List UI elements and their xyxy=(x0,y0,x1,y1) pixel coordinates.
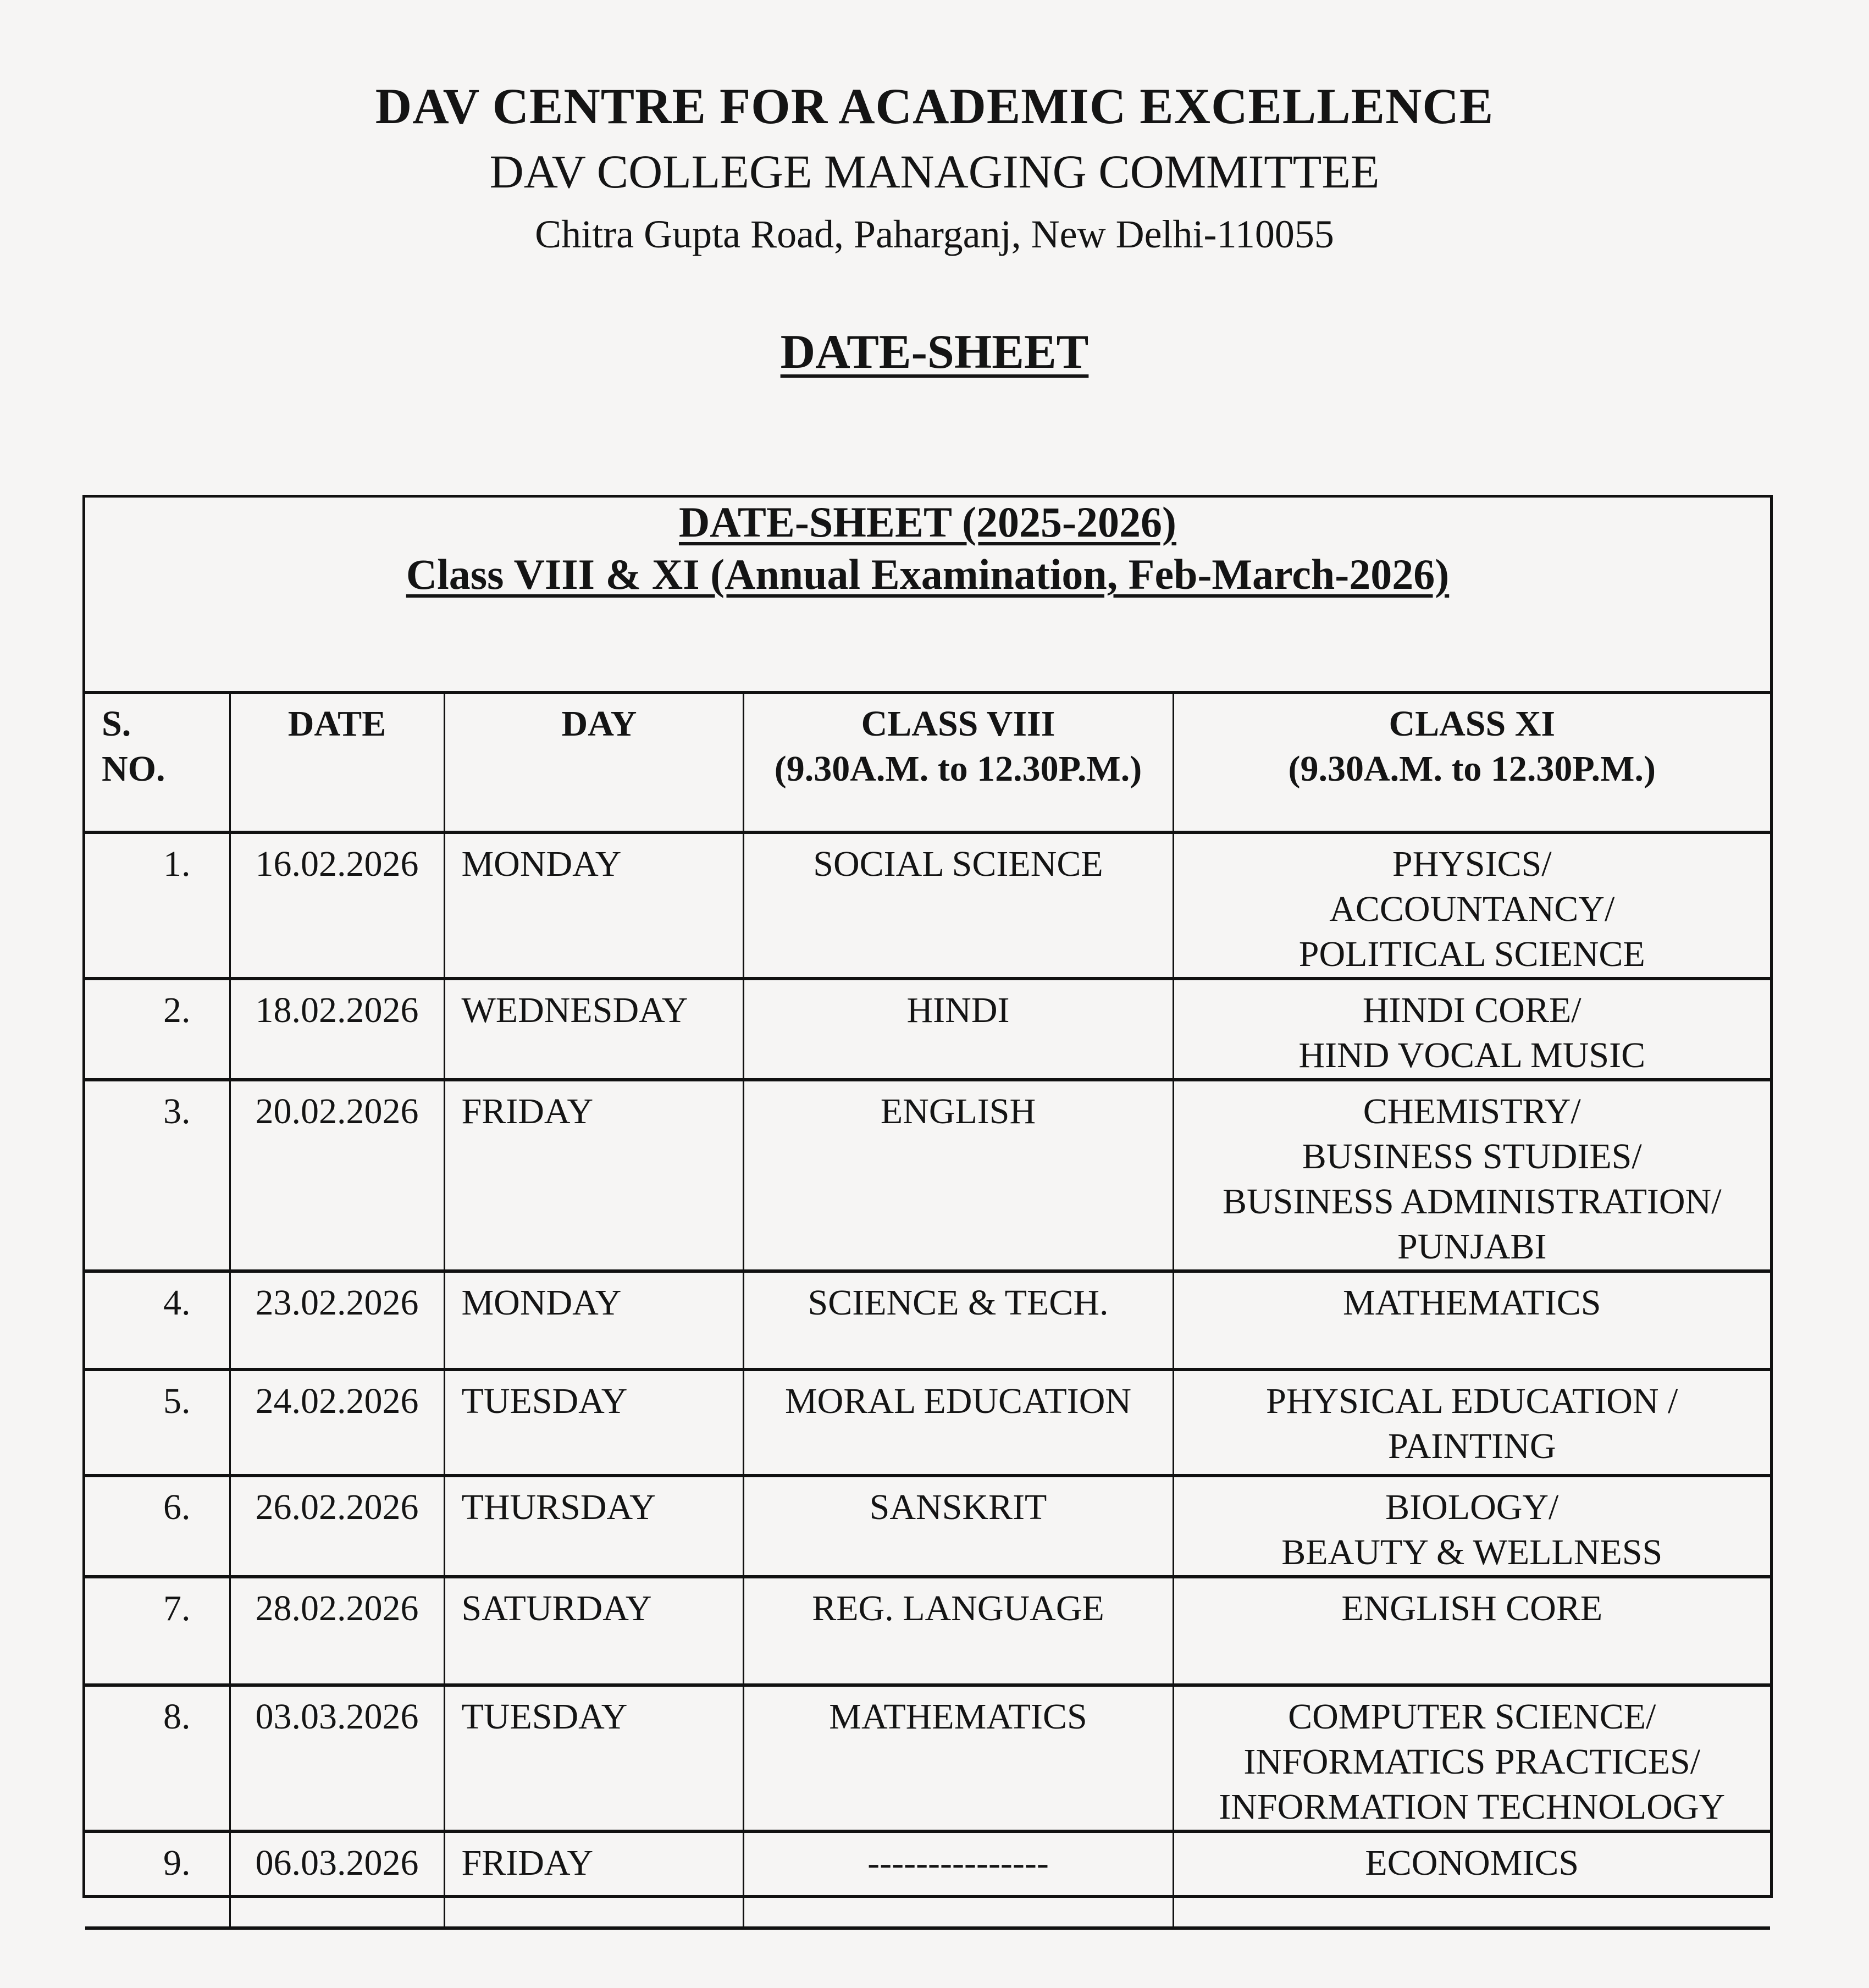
header-sno: S. NO. xyxy=(85,694,230,832)
cell-class-xi xyxy=(1173,1080,1770,1271)
committee-name: DAV COLLEGE MANAGING COMMITTEE xyxy=(489,145,1380,198)
class-xi-subject: PHYSICS/ xyxy=(1392,844,1552,884)
table-row xyxy=(85,1476,1770,1577)
class-xi-subject: ECONOMICS xyxy=(1365,1843,1579,1883)
table-header-row xyxy=(85,694,1770,832)
sheet-title xyxy=(85,498,1770,547)
cell-class-viii: MORAL EDUCATION xyxy=(743,1369,1173,1476)
header-class-viii-time: (9.30A.M. to 12.30P.M.) xyxy=(774,749,1142,789)
cell-date: 16.02.2026 xyxy=(230,832,444,979)
document-title-text: DATE-SHEET xyxy=(780,325,1089,379)
cell-class-xi xyxy=(1173,1369,1770,1476)
sheet-title-text: DATE-SHEET (2025-2026) xyxy=(678,498,1177,546)
date-sheet-table-frame xyxy=(82,495,1773,1898)
cell-class-viii: SOCIAL SCIENCE xyxy=(743,832,1173,979)
header-class-xi-time: (9.30A.M. to 12.30P.M.) xyxy=(1288,749,1656,789)
header-class-viii xyxy=(743,694,1173,832)
class-xi-subject: ENGLISH CORE xyxy=(1341,1588,1603,1628)
class-xi-subject: CHEMISTRY/ xyxy=(1363,1091,1581,1131)
address: Chitra Gupta Road, Paharganj, New Delhi-110055 xyxy=(535,212,1334,256)
cell-day: MONDAY xyxy=(444,1271,743,1369)
table-row xyxy=(85,1831,1770,1928)
org-name: DAV CENTRE FOR ACADEMIC EXCELLENCE xyxy=(375,78,1494,134)
class-xi-subject: COMPUTER SCIENCE/ xyxy=(1288,1697,1656,1737)
cell-class-xi xyxy=(1173,979,1770,1080)
cell-sno: 1. xyxy=(85,832,230,979)
cell-class-viii: SCIENCE & TECH. xyxy=(743,1271,1173,1369)
cell-day: WEDNESDAY xyxy=(444,979,743,1080)
class-xi-subject: PAINTING xyxy=(1387,1426,1556,1466)
table-row xyxy=(85,1369,1770,1476)
cell-sno: 6. xyxy=(85,1476,230,1577)
cell-class-xi xyxy=(1173,1831,1770,1928)
header-day: DAY xyxy=(444,694,743,832)
class-xi-subject: BIOLOGY/ xyxy=(1385,1487,1559,1527)
cell-date: 24.02.2026 xyxy=(230,1369,444,1476)
cell-class-xi xyxy=(1173,1476,1770,1577)
class-xi-subject: PHYSICAL EDUCATION / xyxy=(1266,1381,1678,1421)
cell-class-viii: REG. LANGUAGE xyxy=(743,1577,1173,1685)
table-row xyxy=(85,832,1770,979)
cell-class-xi xyxy=(1173,832,1770,979)
sheet-subtitle xyxy=(85,550,1770,599)
sheet-subtitle-text: Class VIII & XI (Annual Examination, Feb-March-2026) xyxy=(406,550,1450,598)
cell-sno: 9. xyxy=(85,1831,230,1928)
class-xi-subject: POLITICAL SCIENCE xyxy=(1298,934,1645,974)
class-xi-subject: INFORMATICS PRACTICES/ xyxy=(1243,1742,1701,1782)
table-row xyxy=(85,979,1770,1080)
class-xi-subject: INFORMATION TECHNOLOGY xyxy=(1219,1787,1726,1827)
cell-day: SATURDAY xyxy=(444,1577,743,1685)
header-class-xi xyxy=(1173,694,1770,832)
class-xi-subject: HINDI CORE/ xyxy=(1362,990,1582,1030)
date-sheet-table xyxy=(85,694,1770,1930)
cell-date: 28.02.2026 xyxy=(230,1577,444,1685)
document-title xyxy=(0,324,1869,380)
class-xi-subject: PUNJABI xyxy=(1397,1227,1547,1267)
cell-class-viii: HINDI xyxy=(743,979,1173,1080)
cell-sno: 3. xyxy=(85,1080,230,1271)
class-xi-subject: BUSINESS ADMINISTRATION/ xyxy=(1222,1181,1722,1222)
cell-date: 23.02.2026 xyxy=(230,1271,444,1369)
cell-day: FRIDAY xyxy=(444,1831,743,1928)
cell-day: FRIDAY xyxy=(444,1080,743,1271)
cell-day: TUESDAY xyxy=(444,1369,743,1476)
class-xi-subject: BEAUTY & WELLNESS xyxy=(1281,1532,1663,1572)
cell-sno: 4. xyxy=(85,1271,230,1369)
cell-day: TUESDAY xyxy=(444,1685,743,1831)
cell-class-xi xyxy=(1173,1685,1770,1831)
class-xi-subject: HIND VOCAL MUSIC xyxy=(1298,1035,1646,1075)
table-row xyxy=(85,1577,1770,1685)
cell-date: 20.02.2026 xyxy=(230,1080,444,1271)
cell-class-viii: --------------- xyxy=(743,1831,1173,1928)
cell-date: 26.02.2026 xyxy=(230,1476,444,1577)
cell-class-viii: SANSKRIT xyxy=(743,1476,1173,1577)
cell-date: 18.02.2026 xyxy=(230,979,444,1080)
cell-class-xi xyxy=(1173,1271,1770,1369)
cell-class-viii: ENGLISH xyxy=(743,1080,1173,1271)
table-row xyxy=(85,1271,1770,1369)
cell-sno: 7. xyxy=(85,1577,230,1685)
class-xi-subject: ACCOUNTANCY/ xyxy=(1329,889,1615,929)
table-caption xyxy=(85,498,1770,694)
cell-date: 03.03.2026 xyxy=(230,1685,444,1831)
class-xi-subject: MATHEMATICS xyxy=(1343,1283,1601,1323)
table-row xyxy=(85,1685,1770,1831)
cell-sno: 5. xyxy=(85,1369,230,1476)
header-date: DATE xyxy=(230,694,444,832)
cell-class-viii: MATHEMATICS xyxy=(743,1685,1173,1831)
cell-day: THURSDAY xyxy=(444,1476,743,1577)
cell-sno: 8. xyxy=(85,1685,230,1831)
cell-date: 06.03.2026 xyxy=(230,1831,444,1928)
cell-sno: 2. xyxy=(85,979,230,1080)
table-row xyxy=(85,1080,1770,1271)
cell-day: MONDAY xyxy=(444,832,743,979)
header-class-xi-label: CLASS XI xyxy=(1389,704,1556,744)
header-class-viii-label: CLASS VIII xyxy=(861,704,1055,744)
cell-class-xi xyxy=(1173,1577,1770,1685)
class-xi-subject: BUSINESS STUDIES/ xyxy=(1302,1136,1642,1177)
